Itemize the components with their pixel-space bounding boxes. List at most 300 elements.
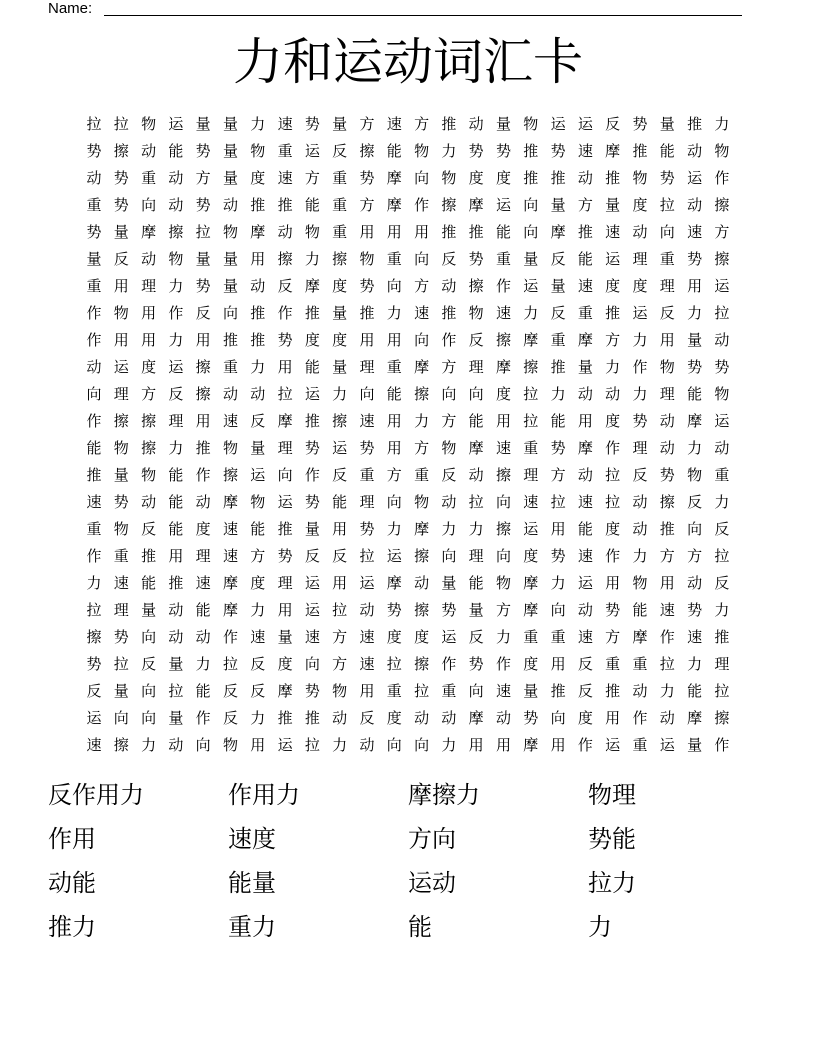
grid-cell[interactable]: 推 [86, 466, 102, 484]
grid-cell[interactable]: 向 [141, 628, 157, 646]
grid-cell[interactable]: 擦 [195, 385, 211, 403]
grid-cell[interactable]: 向 [659, 223, 675, 241]
grid-cell[interactable]: 动 [577, 385, 593, 403]
grid-cell[interactable]: 拉 [168, 682, 184, 700]
grid-cell[interactable]: 推 [468, 223, 484, 241]
grid-cell[interactable]: 拉 [414, 682, 430, 700]
grid-cell[interactable]: 速 [113, 574, 129, 592]
grid-cell[interactable]: 推 [632, 142, 648, 160]
grid-cell[interactable]: 方 [414, 277, 430, 295]
grid-cell[interactable]: 方 [687, 547, 703, 565]
grid-cell[interactable]: 度 [523, 655, 539, 673]
grid-cell[interactable]: 重 [550, 628, 566, 646]
grid-cell[interactable]: 力 [250, 709, 266, 727]
grid-cell[interactable]: 反 [277, 277, 293, 295]
grid-cell[interactable]: 势 [386, 601, 402, 619]
grid-cell[interactable]: 能 [386, 385, 402, 403]
grid-cell[interactable]: 度 [195, 520, 211, 538]
grid-cell[interactable]: 势 [359, 520, 375, 538]
grid-cell[interactable]: 擦 [414, 385, 430, 403]
grid-cell[interactable]: 摩 [687, 709, 703, 727]
grid-cell[interactable]: 势 [714, 358, 730, 376]
grid-cell[interactable]: 运 [605, 736, 621, 754]
grid-cell[interactable]: 运 [605, 250, 621, 268]
grid-cell[interactable]: 拉 [222, 655, 238, 673]
grid-cell[interactable]: 擦 [332, 250, 348, 268]
grid-cell[interactable]: 擦 [141, 439, 157, 457]
grid-cell[interactable]: 动 [632, 682, 648, 700]
grid-cell[interactable]: 用 [386, 331, 402, 349]
grid-cell[interactable]: 反 [304, 547, 320, 565]
grid-cell[interactable]: 推 [250, 331, 266, 349]
grid-cell[interactable]: 拉 [550, 493, 566, 511]
grid-cell[interactable]: 反 [332, 547, 348, 565]
grid-cell[interactable]: 反 [250, 412, 266, 430]
grid-cell[interactable]: 向 [495, 547, 511, 565]
grid-cell[interactable]: 作 [659, 628, 675, 646]
grid-cell[interactable]: 速 [523, 493, 539, 511]
grid-cell[interactable]: 动 [250, 277, 266, 295]
grid-cell[interactable]: 拉 [113, 655, 129, 673]
grid-cell[interactable]: 重 [332, 196, 348, 214]
grid-cell[interactable]: 用 [550, 736, 566, 754]
grid-cell[interactable]: 度 [632, 277, 648, 295]
grid-cell[interactable]: 势 [441, 601, 457, 619]
grid-cell[interactable]: 向 [141, 196, 157, 214]
grid-cell[interactable]: 向 [86, 385, 102, 403]
grid-cell[interactable]: 理 [141, 277, 157, 295]
grid-cell[interactable]: 用 [113, 331, 129, 349]
grid-cell[interactable]: 方 [195, 169, 211, 187]
grid-cell[interactable]: 摩 [277, 412, 293, 430]
grid-cell[interactable]: 方 [359, 196, 375, 214]
grid-cell[interactable]: 反 [577, 655, 593, 673]
grid-cell[interactable]: 势 [304, 493, 320, 511]
grid-cell[interactable]: 反 [687, 493, 703, 511]
grid-cell[interactable]: 擦 [168, 223, 184, 241]
grid-cell[interactable]: 动 [195, 628, 211, 646]
grid-cell[interactable]: 向 [195, 736, 211, 754]
grid-cell[interactable]: 反 [632, 466, 648, 484]
grid-cell[interactable]: 擦 [359, 142, 375, 160]
grid-cell[interactable]: 拉 [714, 547, 730, 565]
grid-cell[interactable]: 运 [523, 520, 539, 538]
grid-cell[interactable]: 方 [250, 547, 266, 565]
grid-cell[interactable]: 势 [605, 601, 621, 619]
grid-cell[interactable]: 擦 [222, 466, 238, 484]
grid-cell[interactable]: 速 [222, 520, 238, 538]
grid-cell[interactable]: 动 [86, 358, 102, 376]
grid-cell[interactable]: 作 [222, 628, 238, 646]
grid-cell[interactable]: 方 [386, 466, 402, 484]
grid-cell[interactable]: 速 [605, 223, 621, 241]
grid-cell[interactable]: 拉 [277, 385, 293, 403]
grid-cell[interactable]: 动 [659, 709, 675, 727]
grid-cell[interactable]: 擦 [86, 628, 102, 646]
grid-cell[interactable]: 量 [523, 682, 539, 700]
grid-cell[interactable]: 动 [714, 331, 730, 349]
grid-cell[interactable]: 动 [632, 223, 648, 241]
grid-cell[interactable]: 拉 [195, 223, 211, 241]
grid-cell[interactable]: 度 [495, 169, 511, 187]
grid-cell[interactable]: 推 [304, 304, 320, 322]
grid-cell[interactable]: 反 [468, 331, 484, 349]
grid-cell[interactable]: 摩 [687, 412, 703, 430]
grid-cell[interactable]: 量 [141, 601, 157, 619]
grid-cell[interactable]: 反 [441, 466, 457, 484]
grid-cell[interactable]: 势 [468, 250, 484, 268]
grid-cell[interactable]: 反 [441, 250, 457, 268]
grid-cell[interactable]: 向 [441, 385, 457, 403]
grid-cell[interactable]: 力 [168, 439, 184, 457]
grid-cell[interactable]: 动 [577, 466, 593, 484]
grid-cell[interactable]: 拉 [86, 115, 102, 133]
grid-cell[interactable]: 度 [605, 277, 621, 295]
grid-cell[interactable]: 运 [550, 115, 566, 133]
grid-cell[interactable]: 力 [523, 304, 539, 322]
grid-cell[interactable]: 能 [250, 520, 266, 538]
grid-cell[interactable]: 摩 [222, 601, 238, 619]
grid-cell[interactable]: 势 [304, 439, 320, 457]
grid-cell[interactable]: 拉 [332, 601, 348, 619]
grid-cell[interactable]: 物 [250, 142, 266, 160]
grid-cell[interactable]: 力 [386, 304, 402, 322]
grid-cell[interactable]: 摩 [222, 574, 238, 592]
grid-cell[interactable]: 动 [277, 223, 293, 241]
grid-cell[interactable]: 动 [468, 466, 484, 484]
grid-cell[interactable]: 作 [714, 169, 730, 187]
grid-cell[interactable]: 运 [577, 115, 593, 133]
grid-cell[interactable]: 擦 [659, 493, 675, 511]
grid-cell[interactable]: 速 [577, 142, 593, 160]
grid-cell[interactable]: 摩 [250, 223, 266, 241]
grid-cell[interactable]: 理 [659, 277, 675, 295]
grid-cell[interactable]: 量 [577, 358, 593, 376]
grid-cell[interactable]: 方 [141, 385, 157, 403]
grid-cell[interactable]: 运 [304, 142, 320, 160]
grid-cell[interactable]: 动 [414, 709, 430, 727]
grid-cell[interactable]: 反 [605, 115, 621, 133]
grid-cell[interactable]: 向 [550, 601, 566, 619]
grid-cell[interactable]: 推 [195, 439, 211, 457]
grid-cell[interactable]: 势 [86, 223, 102, 241]
grid-cell[interactable]: 向 [141, 709, 157, 727]
grid-cell[interactable]: 用 [332, 520, 348, 538]
grid-cell[interactable]: 拉 [86, 601, 102, 619]
grid-cell[interactable]: 反 [250, 682, 266, 700]
grid-cell[interactable]: 运 [714, 412, 730, 430]
grid-cell[interactable]: 势 [277, 547, 293, 565]
grid-cell[interactable]: 运 [386, 547, 402, 565]
grid-cell[interactable]: 速 [222, 412, 238, 430]
grid-cell[interactable]: 物 [632, 574, 648, 592]
grid-cell[interactable]: 量 [222, 115, 238, 133]
grid-cell[interactable]: 物 [441, 439, 457, 457]
grid-cell[interactable]: 动 [687, 196, 703, 214]
grid-cell[interactable]: 物 [414, 142, 430, 160]
grid-cell[interactable]: 运 [441, 628, 457, 646]
grid-cell[interactable]: 速 [687, 628, 703, 646]
grid-cell[interactable]: 用 [687, 277, 703, 295]
grid-cell[interactable]: 速 [86, 493, 102, 511]
grid-cell[interactable]: 用 [168, 547, 184, 565]
grid-cell[interactable]: 反 [250, 655, 266, 673]
grid-cell[interactable]: 运 [332, 439, 348, 457]
grid-cell[interactable]: 摩 [304, 277, 320, 295]
grid-cell[interactable]: 物 [222, 223, 238, 241]
grid-cell[interactable]: 度 [332, 331, 348, 349]
grid-cell[interactable]: 擦 [195, 358, 211, 376]
grid-cell[interactable]: 方 [332, 628, 348, 646]
grid-cell[interactable]: 推 [605, 304, 621, 322]
grid-cell[interactable]: 势 [195, 196, 211, 214]
grid-cell[interactable]: 擦 [523, 358, 539, 376]
grid-cell[interactable]: 向 [277, 466, 293, 484]
grid-cell[interactable]: 能 [550, 412, 566, 430]
grid-cell[interactable]: 能 [168, 520, 184, 538]
grid-cell[interactable]: 量 [468, 601, 484, 619]
grid-cell[interactable]: 势 [86, 142, 102, 160]
grid-cell[interactable]: 动 [441, 493, 457, 511]
grid-cell[interactable]: 擦 [714, 250, 730, 268]
grid-cell[interactable]: 势 [359, 169, 375, 187]
grid-cell[interactable]: 用 [659, 574, 675, 592]
grid-cell[interactable]: 推 [577, 223, 593, 241]
grid-cell[interactable]: 势 [113, 628, 129, 646]
grid-cell[interactable]: 力 [304, 250, 320, 268]
grid-cell[interactable]: 向 [386, 736, 402, 754]
grid-cell[interactable]: 力 [632, 331, 648, 349]
grid-cell[interactable]: 物 [113, 520, 129, 538]
grid-cell[interactable]: 拉 [386, 655, 402, 673]
grid-cell[interactable]: 反 [113, 250, 129, 268]
grid-cell[interactable]: 推 [304, 412, 320, 430]
grid-cell[interactable]: 速 [86, 736, 102, 754]
grid-cell[interactable]: 摩 [495, 358, 511, 376]
grid-cell[interactable]: 反 [359, 709, 375, 727]
grid-cell[interactable]: 物 [113, 304, 129, 322]
grid-cell[interactable]: 量 [523, 250, 539, 268]
grid-cell[interactable]: 理 [523, 466, 539, 484]
grid-cell[interactable]: 运 [277, 736, 293, 754]
grid-cell[interactable]: 理 [113, 385, 129, 403]
grid-cell[interactable]: 用 [577, 412, 593, 430]
grid-cell[interactable]: 物 [714, 142, 730, 160]
grid-cell[interactable]: 速 [359, 412, 375, 430]
grid-cell[interactable]: 理 [659, 385, 675, 403]
grid-cell[interactable]: 反 [332, 142, 348, 160]
grid-cell[interactable]: 速 [359, 655, 375, 673]
grid-cell[interactable]: 摩 [523, 574, 539, 592]
grid-cell[interactable]: 力 [550, 574, 566, 592]
grid-cell[interactable]: 能 [304, 196, 320, 214]
grid-cell[interactable]: 势 [195, 277, 211, 295]
grid-cell[interactable]: 度 [304, 331, 320, 349]
grid-cell[interactable]: 拉 [605, 493, 621, 511]
grid-cell[interactable]: 力 [141, 736, 157, 754]
grid-cell[interactable]: 擦 [495, 466, 511, 484]
grid-cell[interactable]: 重 [386, 358, 402, 376]
grid-cell[interactable]: 擦 [714, 196, 730, 214]
grid-cell[interactable]: 用 [332, 574, 348, 592]
grid-cell[interactable]: 速 [359, 628, 375, 646]
grid-cell[interactable]: 反 [550, 250, 566, 268]
grid-cell[interactable]: 动 [168, 196, 184, 214]
grid-cell[interactable]: 量 [113, 466, 129, 484]
grid-cell[interactable]: 量 [222, 250, 238, 268]
grid-cell[interactable]: 势 [687, 358, 703, 376]
grid-cell[interactable]: 推 [441, 304, 457, 322]
grid-cell[interactable]: 速 [250, 628, 266, 646]
grid-cell[interactable]: 动 [687, 574, 703, 592]
grid-cell[interactable]: 重 [141, 169, 157, 187]
grid-cell[interactable]: 势 [687, 601, 703, 619]
grid-cell[interactable]: 速 [495, 304, 511, 322]
grid-cell[interactable]: 作 [195, 466, 211, 484]
grid-cell[interactable]: 摩 [386, 574, 402, 592]
grid-cell[interactable]: 速 [495, 439, 511, 457]
grid-cell[interactable]: 动 [468, 115, 484, 133]
grid-cell[interactable]: 重 [414, 466, 430, 484]
grid-cell[interactable]: 量 [222, 277, 238, 295]
grid-cell[interactable]: 推 [687, 115, 703, 133]
grid-cell[interactable]: 推 [550, 358, 566, 376]
grid-cell[interactable]: 重 [332, 223, 348, 241]
grid-cell[interactable]: 理 [168, 412, 184, 430]
grid-cell[interactable]: 运 [304, 385, 320, 403]
grid-cell[interactable]: 速 [577, 547, 593, 565]
grid-cell[interactable]: 物 [714, 385, 730, 403]
grid-cell[interactable]: 力 [332, 736, 348, 754]
grid-cell[interactable]: 速 [577, 493, 593, 511]
grid-cell[interactable]: 动 [659, 439, 675, 457]
grid-cell[interactable]: 能 [468, 412, 484, 430]
grid-cell[interactable]: 用 [605, 709, 621, 727]
grid-cell[interactable]: 能 [195, 601, 211, 619]
grid-cell[interactable]: 量 [304, 520, 320, 538]
grid-cell[interactable]: 力 [168, 277, 184, 295]
grid-cell[interactable]: 作 [86, 331, 102, 349]
grid-cell[interactable]: 度 [332, 277, 348, 295]
grid-cell[interactable]: 理 [277, 439, 293, 457]
grid-cell[interactable]: 反 [714, 574, 730, 592]
grid-cell[interactable]: 用 [605, 574, 621, 592]
grid-cell[interactable]: 势 [304, 682, 320, 700]
grid-cell[interactable]: 向 [386, 277, 402, 295]
grid-cell[interactable]: 作 [86, 547, 102, 565]
grid-cell[interactable]: 度 [250, 169, 266, 187]
grid-cell[interactable]: 推 [605, 682, 621, 700]
grid-cell[interactable]: 重 [523, 439, 539, 457]
grid-cell[interactable]: 拉 [359, 547, 375, 565]
grid-cell[interactable]: 用 [277, 358, 293, 376]
grid-cell[interactable]: 作 [441, 655, 457, 673]
grid-cell[interactable]: 量 [222, 169, 238, 187]
grid-cell[interactable]: 重 [441, 682, 457, 700]
grid-cell[interactable]: 物 [468, 304, 484, 322]
grid-cell[interactable]: 速 [659, 601, 675, 619]
grid-cell[interactable]: 擦 [277, 250, 293, 268]
grid-cell[interactable]: 度 [605, 412, 621, 430]
grid-cell[interactable]: 动 [141, 493, 157, 511]
grid-cell[interactable]: 物 [687, 466, 703, 484]
grid-cell[interactable]: 擦 [468, 277, 484, 295]
grid-cell[interactable]: 物 [141, 115, 157, 133]
grid-cell[interactable]: 方 [550, 466, 566, 484]
grid-cell[interactable]: 动 [86, 169, 102, 187]
grid-cell[interactable]: 能 [195, 682, 211, 700]
grid-cell[interactable]: 摩 [222, 493, 238, 511]
grid-cell[interactable]: 方 [714, 223, 730, 241]
grid-cell[interactable]: 用 [659, 331, 675, 349]
grid-cell[interactable]: 擦 [495, 331, 511, 349]
grid-cell[interactable]: 力 [714, 493, 730, 511]
grid-cell[interactable]: 力 [550, 385, 566, 403]
grid-cell[interactable]: 重 [550, 331, 566, 349]
grid-cell[interactable]: 势 [359, 277, 375, 295]
grid-cell[interactable]: 擦 [113, 142, 129, 160]
grid-cell[interactable]: 擦 [113, 412, 129, 430]
grid-cell[interactable]: 向 [495, 493, 511, 511]
grid-cell[interactable]: 动 [714, 439, 730, 457]
grid-cell[interactable]: 速 [304, 628, 320, 646]
grid-cell[interactable]: 能 [468, 574, 484, 592]
grid-cell[interactable]: 用 [468, 736, 484, 754]
grid-cell[interactable]: 用 [141, 331, 157, 349]
grid-cell[interactable]: 摩 [141, 223, 157, 241]
grid-cell[interactable]: 量 [168, 655, 184, 673]
grid-cell[interactable]: 擦 [414, 655, 430, 673]
grid-cell[interactable]: 反 [141, 520, 157, 538]
grid-cell[interactable]: 运 [304, 574, 320, 592]
grid-cell[interactable]: 方 [359, 115, 375, 133]
grid-cell[interactable]: 推 [304, 709, 320, 727]
grid-cell[interactable]: 力 [332, 385, 348, 403]
grid-cell[interactable]: 量 [687, 736, 703, 754]
grid-cell[interactable]: 能 [332, 493, 348, 511]
grid-cell[interactable]: 理 [468, 547, 484, 565]
grid-cell[interactable]: 推 [605, 169, 621, 187]
grid-cell[interactable]: 向 [468, 385, 484, 403]
grid-cell[interactable]: 势 [523, 709, 539, 727]
grid-cell[interactable]: 力 [605, 358, 621, 376]
grid-cell[interactable]: 作 [86, 304, 102, 322]
grid-cell[interactable]: 度 [414, 628, 430, 646]
grid-cell[interactable]: 重 [714, 466, 730, 484]
grid-cell[interactable]: 速 [577, 277, 593, 295]
grid-cell[interactable]: 物 [304, 223, 320, 241]
grid-cell[interactable]: 物 [141, 466, 157, 484]
grid-cell[interactable]: 推 [550, 169, 566, 187]
grid-cell[interactable]: 摩 [386, 169, 402, 187]
grid-cell[interactable]: 重 [113, 547, 129, 565]
grid-cell[interactable]: 能 [304, 358, 320, 376]
grid-cell[interactable]: 反 [222, 682, 238, 700]
grid-cell[interactable]: 能 [687, 682, 703, 700]
grid-cell[interactable]: 推 [441, 115, 457, 133]
grid-cell[interactable]: 方 [332, 655, 348, 673]
grid-cell[interactable]: 物 [632, 169, 648, 187]
grid-cell[interactable]: 擦 [714, 709, 730, 727]
grid-cell[interactable]: 向 [304, 655, 320, 673]
grid-cell[interactable]: 运 [250, 466, 266, 484]
grid-cell[interactable]: 作 [277, 304, 293, 322]
grid-cell[interactable]: 用 [495, 412, 511, 430]
grid-cell[interactable]: 方 [441, 358, 457, 376]
grid-cell[interactable]: 物 [523, 115, 539, 133]
grid-cell[interactable]: 反 [168, 385, 184, 403]
grid-cell[interactable]: 摩 [577, 331, 593, 349]
